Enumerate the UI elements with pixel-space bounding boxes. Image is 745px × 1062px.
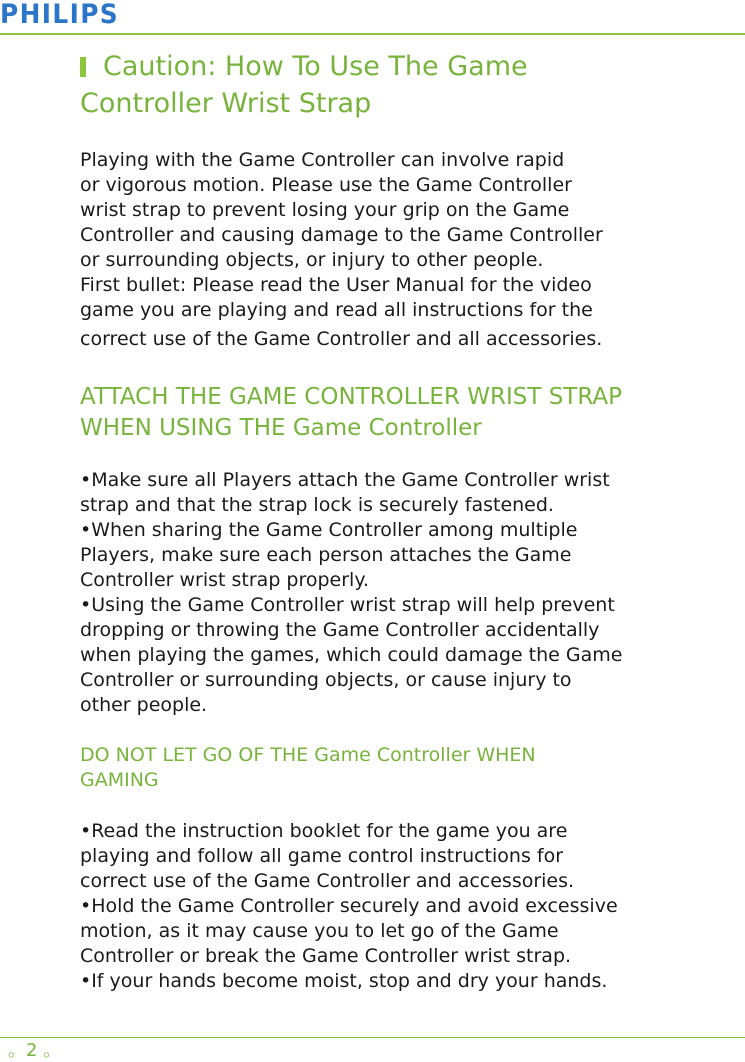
do-not-let-go-bullets xyxy=(80,819,680,994)
bullet-line: Players, make sure each person attaches the Game xyxy=(80,544,572,566)
section-heading-line: ATTACH THE GAME CONTROLLER WRIST STRAP xyxy=(80,384,623,410)
bullet-line: •If your hands become moist, stop and dry your hands. xyxy=(80,970,608,992)
bullet-line: playing and follow all game control instructions for xyxy=(80,845,564,867)
intro-line: correct use of the Game Controller and all accessories. xyxy=(80,328,603,350)
bullet-line: strap and that the strap lock is securely fastened. xyxy=(80,494,554,516)
bullet-line: •Using the Game Controller wrist strap will help prevent xyxy=(80,594,615,616)
section-heading-do-not-let-go xyxy=(80,743,700,793)
bullet-line: •Hold the Game Controller securely and avoid excessive xyxy=(80,895,618,917)
bullet-line: motion, as it may cause you to let go of the Game xyxy=(80,920,559,942)
intro-paragraph xyxy=(80,148,680,352)
intro-line: game you are playing and read all instructions for the xyxy=(80,299,593,321)
intro-line: or vigorous motion. Please use the Game Controller xyxy=(80,174,572,196)
intro-line: Playing with the Game Controller can involve rapid xyxy=(80,149,565,171)
header-divider xyxy=(0,33,745,35)
bullet-line: when playing the games, which could damage the Game xyxy=(80,644,623,666)
section-heading-line: GAMING xyxy=(80,769,159,791)
bullet-line: •Read the instruction booklet for the game you are xyxy=(80,820,568,842)
bullet-line: Controller wrist strap properly. xyxy=(80,569,369,591)
bullet-line: •When sharing the Game Controller among multiple xyxy=(80,519,578,541)
page-title xyxy=(80,48,680,122)
section-heading-attach-strap xyxy=(80,382,700,444)
philips-logo: PHILIPS xyxy=(0,0,120,30)
bullet-line: Controller or surrounding objects, or cause injury to xyxy=(80,669,572,691)
intro-line: or surrounding objects, or injury to other people. xyxy=(80,249,544,271)
intro-line: First bullet: Please read the User Manual for the video xyxy=(80,274,592,296)
bullet-line: other people. xyxy=(80,694,208,716)
page-title-line-2: Controller Wrist Strap xyxy=(80,88,372,119)
section-heading-line: WHEN USING THE Game Controller xyxy=(80,415,482,441)
bullet-line: dropping or throwing the Game Controller accidentally xyxy=(80,619,600,641)
intro-line: wrist strap to prevent losing your grip on the Game xyxy=(80,199,570,221)
attach-strap-bullets xyxy=(80,468,680,718)
bullet-line: Controller or break the Game Controller wrist strap. xyxy=(80,945,572,967)
intro-line: Controller and causing damage to the Game Controller xyxy=(80,224,603,246)
section-heading-line: DO NOT LET GO OF THE Game Controller WHEN xyxy=(80,744,536,766)
bullet-line: •Make sure all Players attach the Game Controller wrist xyxy=(80,469,610,491)
page-title-line-1: Caution: How To Use The Game xyxy=(103,51,528,82)
footer-divider xyxy=(0,1037,745,1038)
page-number: 。2 。 xyxy=(8,1040,62,1061)
bullet-line: correct use of the Game Controller and accessories. xyxy=(80,870,575,892)
